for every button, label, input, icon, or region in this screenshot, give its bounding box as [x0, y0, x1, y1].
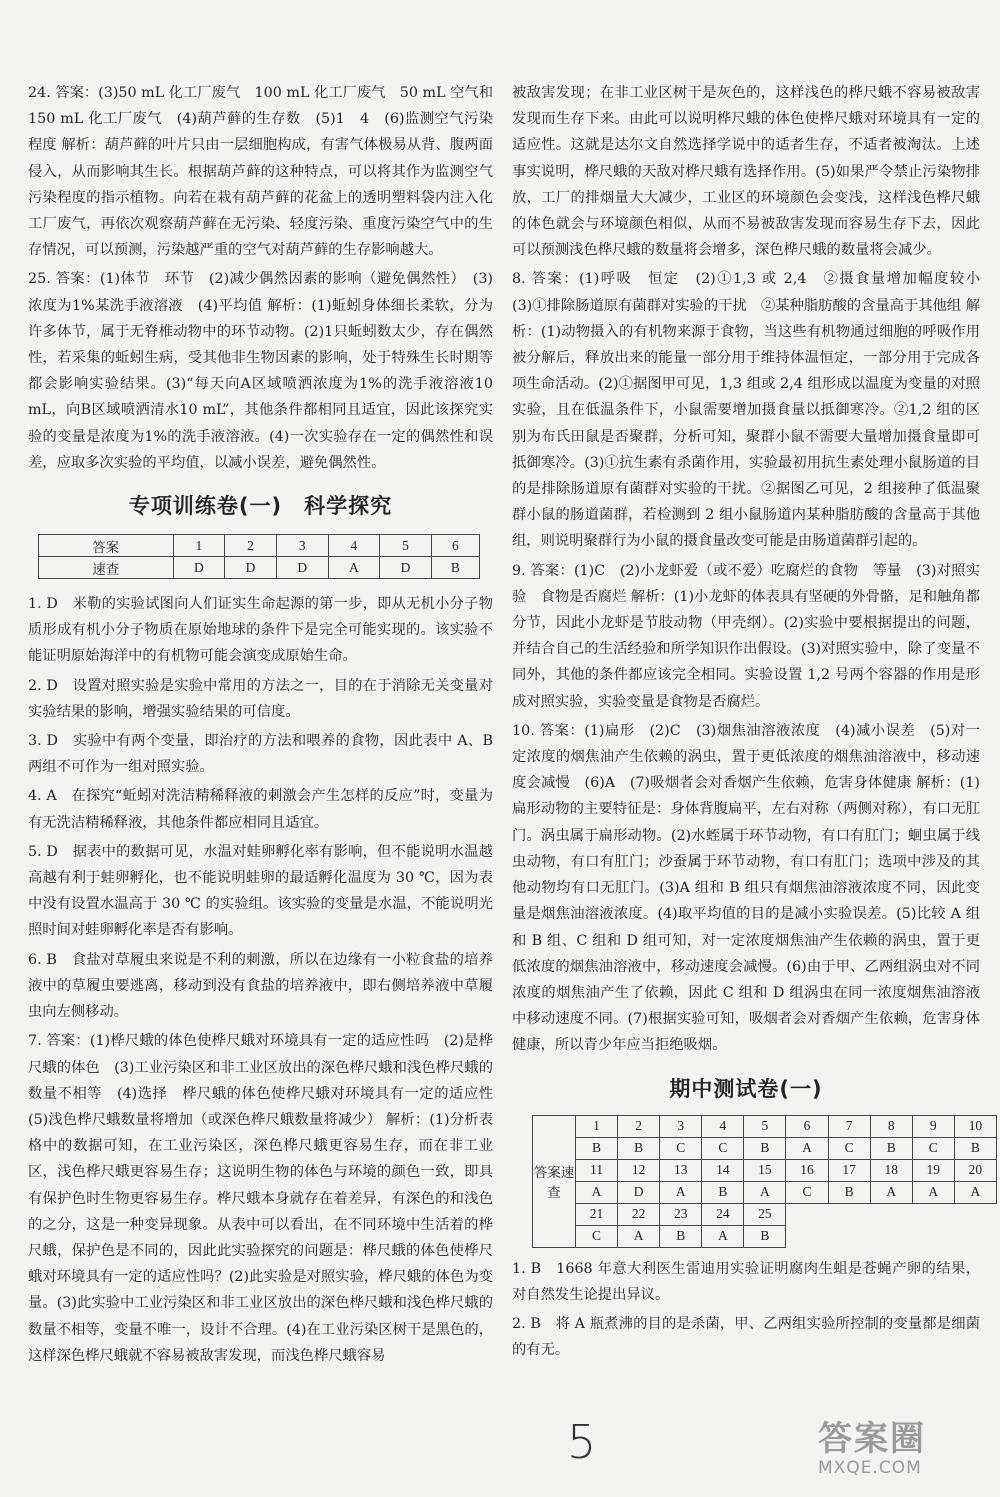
table-cell: B — [702, 1181, 744, 1203]
table-cell: D — [276, 557, 328, 579]
table-cell: 7 — [828, 1115, 870, 1137]
question-24: 24. 答案：(3)50 mL 化工厂废气 100 mL 化工厂废气 50 mL 空气和150 mL 化工厂废气 (4)葫芦藓的生存数 (5)1 4 (6)监测空气污染程度 解析：葫芦藓的叶片只由一层细胞构成，有害气体极易从背、腹两面侵入，从而影响其生长。根据葫芦藓的这种特点，可以将其作为监测空气污染程度的指示植物。向若在栽有葫芦藓的花盆上的透明塑料袋内注入化工厂废气，再依次观察葫芦藓在无污染、轻度污染、重度污染空气中的生存情况，可以预测，污染越严重的空气对葫芦藓的生存影响越大。 — [28, 85, 493, 259]
answer-7: 7. 答案：(1)桦尺蛾的体色使桦尺蛾对环境具有一定的适应性吗 (2)是桦尺蛾的体色 (3)工业污染区和非工业区放出的深色桦尺蛾和浅色桦尺蛾的数量不相等 (4)选择 桦尺蛾的体色使桦尺蛾对环境具有一定的适应性 (5)浅色桦尺蛾数量将增加（或深色桦尺蛾数量将减少） 解析：(1)分析表格中的数据可知，在工业污染区，深色桦尺蛾更容易生存，而在非工业区，浅色桦尺蛾更容易生存；这说明生物的体色与环境的颜色一致，即具有保护色时生物更容易生存。桦尺蛾本身就存在着差异，有深色的和浅色的之分，这是一种变异现象。从表中可以看出，在不同环境中生活着的桦尺蛾，保护色是不同的，因此此实验探究的问题是：桦尺蛾的体色使桦尺蛾对环境具有一定的适应性吗？(2)此实验是对照实验，桦尺蛾的体色为变量。(3)此实验中工业污染区和非工业区放出的深色桦尺蛾和浅色桦尺蛾的数量不相等，变量不唯一，设计不合理。(4)在工业污染区树干是黑色的，这样深色桦尺蛾就不容易被敌害发现，而浅色桦尺蛾容易 — [28, 1033, 508, 1364]
table-cell: 25 — [744, 1203, 786, 1225]
watermark-text: 答案圈 — [818, 1419, 926, 1459]
table-cell: 17 — [828, 1159, 870, 1181]
table-cell: C — [660, 1137, 702, 1159]
table-cell: 1 — [576, 1115, 618, 1137]
table-cell: A — [618, 1225, 660, 1247]
table-cell — [828, 1203, 870, 1225]
table-cell: 6 — [431, 535, 479, 557]
table-row — [533, 1203, 997, 1225]
answer-6: 6. B 食盐对草履虫来说是不利的刺激，所以在边缘有一小粒食盐的培养液中的草履虫要逃离，移动到没有食盐的培养液中，即右侧培养液中草履虫向左侧移动。 — [28, 951, 493, 1021]
table-cell — [870, 1225, 912, 1247]
table-cell: 4 — [328, 535, 380, 557]
table-row — [533, 1181, 997, 1203]
row-label: 答案速查 — [533, 1115, 576, 1247]
table-cell: B — [744, 1137, 786, 1159]
table-cell: D — [380, 557, 432, 579]
table-cell: 18 — [870, 1159, 912, 1181]
answer-5: 5. D 据表中的数据可见，水温对蛙卵孵化率有影响，但不能说明水温越高越有利于蛙卵孵化，也不能说明蛙卵的最适孵化温度为 30 ℃，因为表中没有设置水温高于 30 ℃ 的实验组。该实验的变量是水温，不能说明光照时间对蛙卵孵化率是否有影响。 — [28, 843, 493, 939]
table-row — [39, 557, 480, 579]
table-cell — [870, 1203, 912, 1225]
table-cell: 15 — [744, 1159, 786, 1181]
table-cell: 2 — [618, 1115, 660, 1137]
table-cell: 8 — [870, 1115, 912, 1137]
table-cell: C — [912, 1137, 954, 1159]
table-cell: 21 — [576, 1203, 618, 1225]
table-cell: B — [576, 1137, 618, 1159]
answer-3: 3. D 实验中有两个变量，即治疗的方法和喂养的食物，因此表中 A、B 两组不可作为一组对照实验。 — [28, 733, 493, 776]
table-cell: 4 — [702, 1115, 744, 1137]
table-cell: A — [870, 1181, 912, 1203]
table-cell — [954, 1225, 996, 1247]
table-cell: 23 — [660, 1203, 702, 1225]
table-cell: 14 — [702, 1159, 744, 1181]
table-cell: 13 — [660, 1159, 702, 1181]
table-cell: 5 — [380, 535, 432, 557]
table-cell: C — [702, 1137, 744, 1159]
answer-table-special-training — [38, 534, 480, 579]
table-cell: A — [786, 1137, 828, 1159]
watermark-logo — [818, 1420, 986, 1484]
section-heading-midterm: 期中测试卷(一) — [669, 1076, 823, 1101]
table-cell: D — [618, 1181, 660, 1203]
section-heading-special-training: 专项训练卷(一) 科学探究 — [128, 494, 393, 519]
answer-7-continued: 被敌害发现；在非工业区树干是灰色的，这样浅色的桦尺蛾不容易被敌害发现而生存下来。由此可以说明桦尺蛾的体色使桦尺蛾对环境具有一定的适应性。这就是达尔文自然选择学说中的适者生存，不适者被淘汰。上述事实说明，桦尺蛾的天敌对桦尺蛾有选择作用。(5)如果严令禁止污染物排放，工厂的排烟量大大减少，工业区的环境颜色会变浅，这样浅色桦尺蛾的体色就会与环境颜色相似，从而不易被敌害发现而容易生存下去，因此可以预测浅色桦尺蛾的数量将会增多，深色桦尺蛾的数量将会减少。 — [512, 85, 980, 259]
midterm-answer-1: 1. B 1668 年意大利医生雷迪用实验证明腐肉生蛆是苍蝇产卵的结果，对自然发生论提出异议。 — [512, 1260, 980, 1303]
table-cell: 19 — [912, 1159, 954, 1181]
table-cell: 11 — [576, 1159, 618, 1181]
table-cell: A — [744, 1181, 786, 1203]
table-cell: A — [702, 1225, 744, 1247]
table-cell: 3 — [660, 1115, 702, 1137]
table-cell: A — [912, 1181, 954, 1203]
answer-1: 1. D 米勒的实验试图向人们证实生命起源的第一步，即从无机小分子物质形成有机小分子物质在原始地球的条件下是完全可能实现的。该实验不能证明原始海洋中的有机物可能会演变成原始生命。 — [28, 596, 493, 665]
table-cell: D — [173, 557, 225, 579]
table-cell: 3 — [276, 535, 328, 557]
table-cell: A — [954, 1181, 996, 1203]
table-cell: A — [576, 1181, 618, 1203]
page-number: 5 — [567, 1415, 597, 1469]
table-cell — [912, 1203, 954, 1225]
table-cell — [786, 1225, 828, 1247]
table-row — [39, 535, 480, 557]
table-cell: D — [225, 557, 277, 579]
answer-4: 4. A 在探究“蚯蚓对洗洁精稀释液的刺激会产生怎样的反应”时，变量为有无洗洁精稀释液，其他条件都应相同且适宜。 — [28, 788, 493, 831]
table-cell: 24 — [702, 1203, 744, 1225]
table-cell: B — [431, 557, 479, 579]
table-cell: 10 — [954, 1115, 996, 1137]
table-cell — [786, 1203, 828, 1225]
table-row — [533, 1225, 997, 1247]
table-cell: 6 — [786, 1115, 828, 1137]
table-cell: 12 — [618, 1159, 660, 1181]
table-cell: 5 — [744, 1115, 786, 1137]
table-cell: B — [954, 1137, 996, 1159]
answer-10: 10. 答案：(1)扁形 (2)C (3)烟焦油溶液浓度 (4)减小误差 (5)对一定浓度的烟焦油产生依赖的涡虫，置于更低浓度的烟焦油溶液中，移动速度会减慢 (6)A (7)吸烟者会对香烟产生依赖，危害身体健康 解析：(1)扁形动物的主要特征是：身体背腹扁平，左右对称（两侧对称），有口无肛门。涡虫属于扁形动物。(2)水蛭属于环节动物，有口有肛门；蛔虫属于线虫动物，有口有肛门；沙蚕属于环节动物，有口有肛门；选项中涉及的其他动物均有口无肛门。(3)A 组和 B 组只有烟焦油溶液浓度不同，因此变量是烟焦油溶液浓度。(4)取平均值的目的是减小实验误差。(5)比较 A 组和 B 组、C 组和 D 组可知，对一定浓度烟焦油产生依赖的涡虫，置于更低浓度的烟焦油溶液中，移动速度会减慢。(6)由于甲、乙两组涡虫对不同浓度的烟焦油产生了依赖，因此 C 组和 D 组涡虫在同一浓度烟焦油溶液中移动速度不同。(7)根据实验可知，吸烟者会对香烟产生依赖，危害身体健康，所以青少年应当拒绝吸烟。 — [512, 722, 980, 1054]
table-row — [533, 1159, 997, 1181]
table-cell: B — [870, 1137, 912, 1159]
row-label: 速查 — [39, 557, 174, 579]
table-row — [533, 1115, 997, 1137]
table-cell: 22 — [618, 1203, 660, 1225]
row-label: 答案 — [39, 535, 174, 557]
table-cell: 2 — [225, 535, 277, 557]
midterm-answer-2: 2. B 将 A 瓶煮沸的目的是杀菌，甲、乙两组实验所控制的变量都是细菌的有无。 — [512, 1315, 980, 1359]
right-column — [512, 80, 995, 1363]
table-cell: 20 — [954, 1159, 996, 1181]
table-cell — [954, 1203, 996, 1225]
table-cell: B — [618, 1137, 660, 1159]
table-cell: C — [576, 1225, 618, 1247]
table-cell: B — [744, 1225, 786, 1247]
answer-table-midterm — [532, 1115, 997, 1248]
table-cell: C — [828, 1137, 870, 1159]
table-cell: B — [660, 1225, 702, 1247]
table-cell: B — [828, 1181, 870, 1203]
table-cell: 16 — [786, 1159, 828, 1181]
table-cell — [912, 1225, 954, 1247]
table-cell — [828, 1225, 870, 1247]
answer-8: 8. 答案：(1)呼吸 恒定 (2)①1,3 或 2,4 ②摄食量增加幅度较小 (3)①排除肠道原有菌群对实验的干扰 ②某种脂肪酸的含量高于其他组 解析：(1)动物摄入的有机物来源于食物，当这些有机物通过细胞的呼吸作用被分解后，释放出来的能量一部分用于维持体温恒定，一部分用于完成各项生命活动。(2)①据图甲可见，1,3 组或 2,4 组形成以温度为变量的对照实验，且在低温条件下，小鼠需要增加摄食量以抵御寒冷。②1,2 组的区别为布氏田鼠是否聚群，分析可知，聚群小鼠不需要大量增加摄食量即可抵御寒冷。(3)①抗生素有杀菌作用，实验最初用抗生素处理小鼠肠道的目的是排除肠道原有菌群对实验的干扰。②据图乙可见，2 组接种了低温聚群小鼠的肠道菌群，若检测到 2 组小鼠肠道内某种脂肪酸的含量高于其他组，则说明聚群行为小鼠的摄食量改变可能是由肠道菌群引起的。 — [512, 271, 995, 550]
table-cell: A — [660, 1181, 702, 1203]
left-column — [28, 80, 508, 1369]
table-cell: A — [328, 557, 380, 579]
answer-2: 2. D 设置对照实验是实验中常用的方法之一，目的在于消除无关变量对实验结果的影响，增强实验结果的可信度。 — [28, 677, 493, 720]
question-25: 25. 答案：(1)体节 环节 (2)减少偶然因素的影响（避免偶然性） (3)浓度为1%某洗手液溶液 (4)平均值 解析：(1)蚯蚓身体细长柔软，分为许多体节，属于无脊椎动物中的环节动物。(2)1只蚯蚓数太少，存在偶然性，若采集的蚯蚓生病，受其他非生物因素的影响，处于特殊生长时期等都会影响实验结果。(3)“每天向A区域喷洒浓度为1%的洗手液溶液10 mL，向B区域喷洒清水10 mL”，其他条件都相同且适宜，因此该探究实验的变量是浓度为1%的洗手液溶液。(4)一次实验存在一定的偶然性和误差，应取多次实验的平均值，以减小误差，避免偶然性。 — [28, 271, 493, 471]
table-row — [533, 1137, 997, 1159]
watermark-url: MXQE.COM — [818, 1458, 922, 1478]
table-cell: 9 — [912, 1115, 954, 1137]
table-cell: C — [786, 1181, 828, 1203]
table-cell: 1 — [173, 535, 225, 557]
answer-9: 9. 答案：(1)C (2)小龙虾爱（或不爱）吃腐烂的食物 等量 (3)对照实验 食物是否腐烂 解析：(1)小龙虾的体表具有坚硬的外骨骼，足和触角都分节，因此小龙虾是节肢动物（甲壳纲）。(2)实验中要根据提出的问题，并结合自己的生活经验和所学知识作出假设。(3)对照实验中，除了变量不同外，其他的条件都应该完全相同。实验设置 1,2 号两个容器的作用是形成对照实验，实验变量是食物是否腐烂。 — [512, 562, 980, 710]
